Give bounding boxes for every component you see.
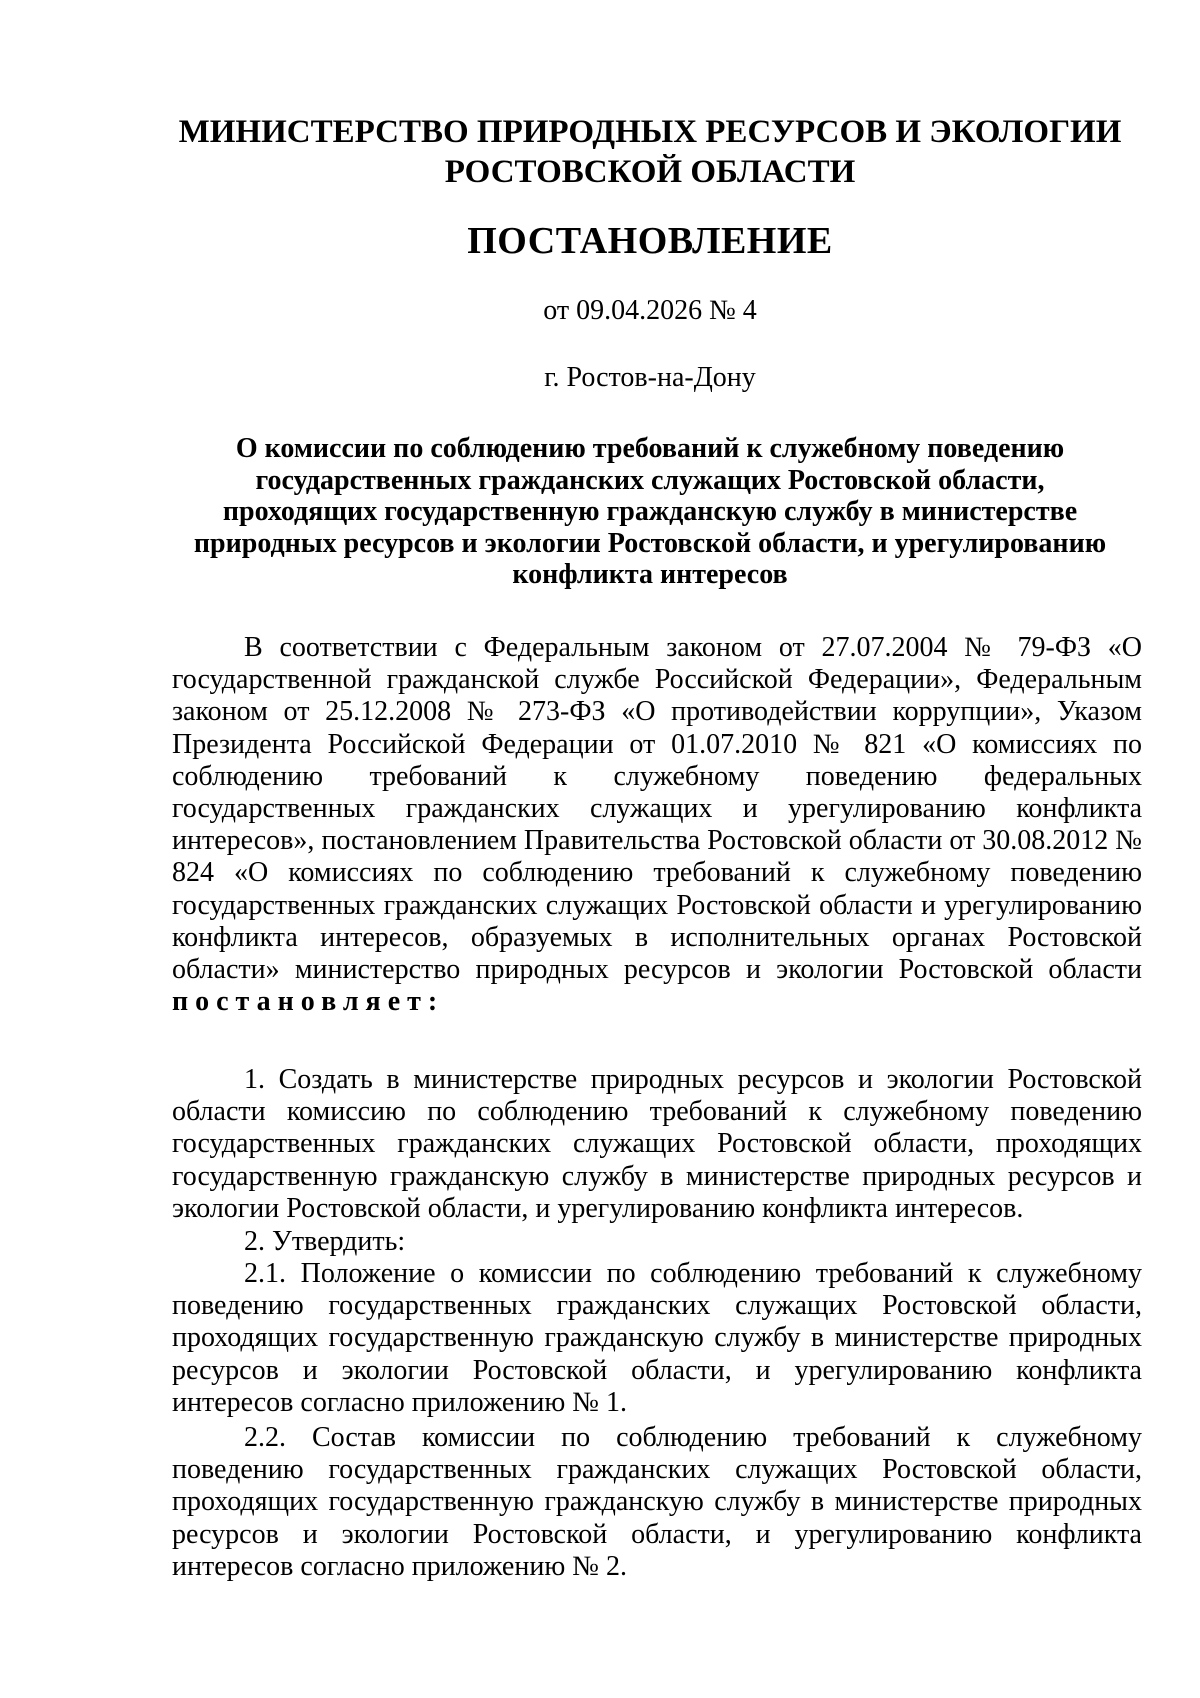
document-title — [175, 433, 1125, 591]
ministry-name-line1: МИНИСТЕРСТВО ПРИРОДНЫХ РЕСУРСОВ И ЭКОЛОГИИ — [178, 114, 1122, 150]
item-1: 1. Создать в министерстве природных ресурсов и экологии Ростовской области комиссию по соблюдению требований к служебному поведению государственных гражданских служащих Ростовской области, проходящих государственную гражданскую службу в министерстве природных ресурсов и экологии Ростовской области, и урегулированию конфликта интересов. — [172, 1064, 1142, 1224]
item-2: 2. Утвердить: — [244, 1226, 406, 1257]
title-line-4: природных ресурсов и экологии Ростовской области, и урегулированию — [193, 527, 1107, 559]
document-city: г. Ростов-на-Дону — [544, 362, 756, 393]
document-date-number: от 09.04.2026 № 4 — [543, 295, 757, 326]
title-line-3: проходящих государственную гражданскую службу в министерстве — [222, 496, 1078, 527]
preamble-paragraph — [172, 632, 1142, 1018]
ministry-name-line2: РОСТОВСКОЙ ОБЛАСТИ — [444, 154, 856, 190]
preamble-text: В соответствии с Федеральным законом от 27.07.2004 № 79-ФЗ «О государственной гражданской службе Российской Федерации», Федеральным законом от 25.12.2008 № 273-ФЗ «О противодействии коррупции», Указом Президента Российской Федерации от 01.07.2010 № 821 «О комиссиях по соблюдению требований к служебному поведению федеральных государственных гражданских служащих и урегулированию конфликта интересов», постановлением Правительства Ростовской области от 30.08.2012 № 824 «О комиссиях по соблюдению требований к служебному поведению государственных гражданских служащих Ростовской области и урегулированию конфликта интересов, образуемых в исполнительных органах Ростовской области» министерство природных ресурсов и экологии Ростовской области — [172, 632, 1142, 986]
title-line-1: О комиссии по соблюдению требований к служебному поведению — [235, 433, 1065, 464]
item-2-1: 2.1. Положение о комиссии по соблюдению требований к служебному поведению государственных гражданских служащих Ростовской области, проходящих государственную гражданскую службу в министерстве природных ресурсов и экологии Ростовской области, и урегулированию конфликта интересов согласно приложению № 1. — [172, 1258, 1142, 1418]
item-2-2: 2.2. Состав комиссии по соблюдению требований к служебному поведению государственных гражданских служащих Ростовской области, проходящих государственную гражданскую службу в министерстве природных ресурсов и экологии Ростовской области, и урегулированию конфликта интересов согласно приложению № 2. — [172, 1422, 1142, 1582]
document-type: ПОСТАНОВЛЕНИЕ — [467, 220, 833, 262]
ministry-name — [150, 112, 1150, 192]
title-line-2: государственных гражданских служащих Ростовской области, — [255, 464, 1045, 496]
decree-word: постановляет: — [172, 986, 445, 1018]
title-line-5: конфликта интересов — [512, 559, 788, 590]
